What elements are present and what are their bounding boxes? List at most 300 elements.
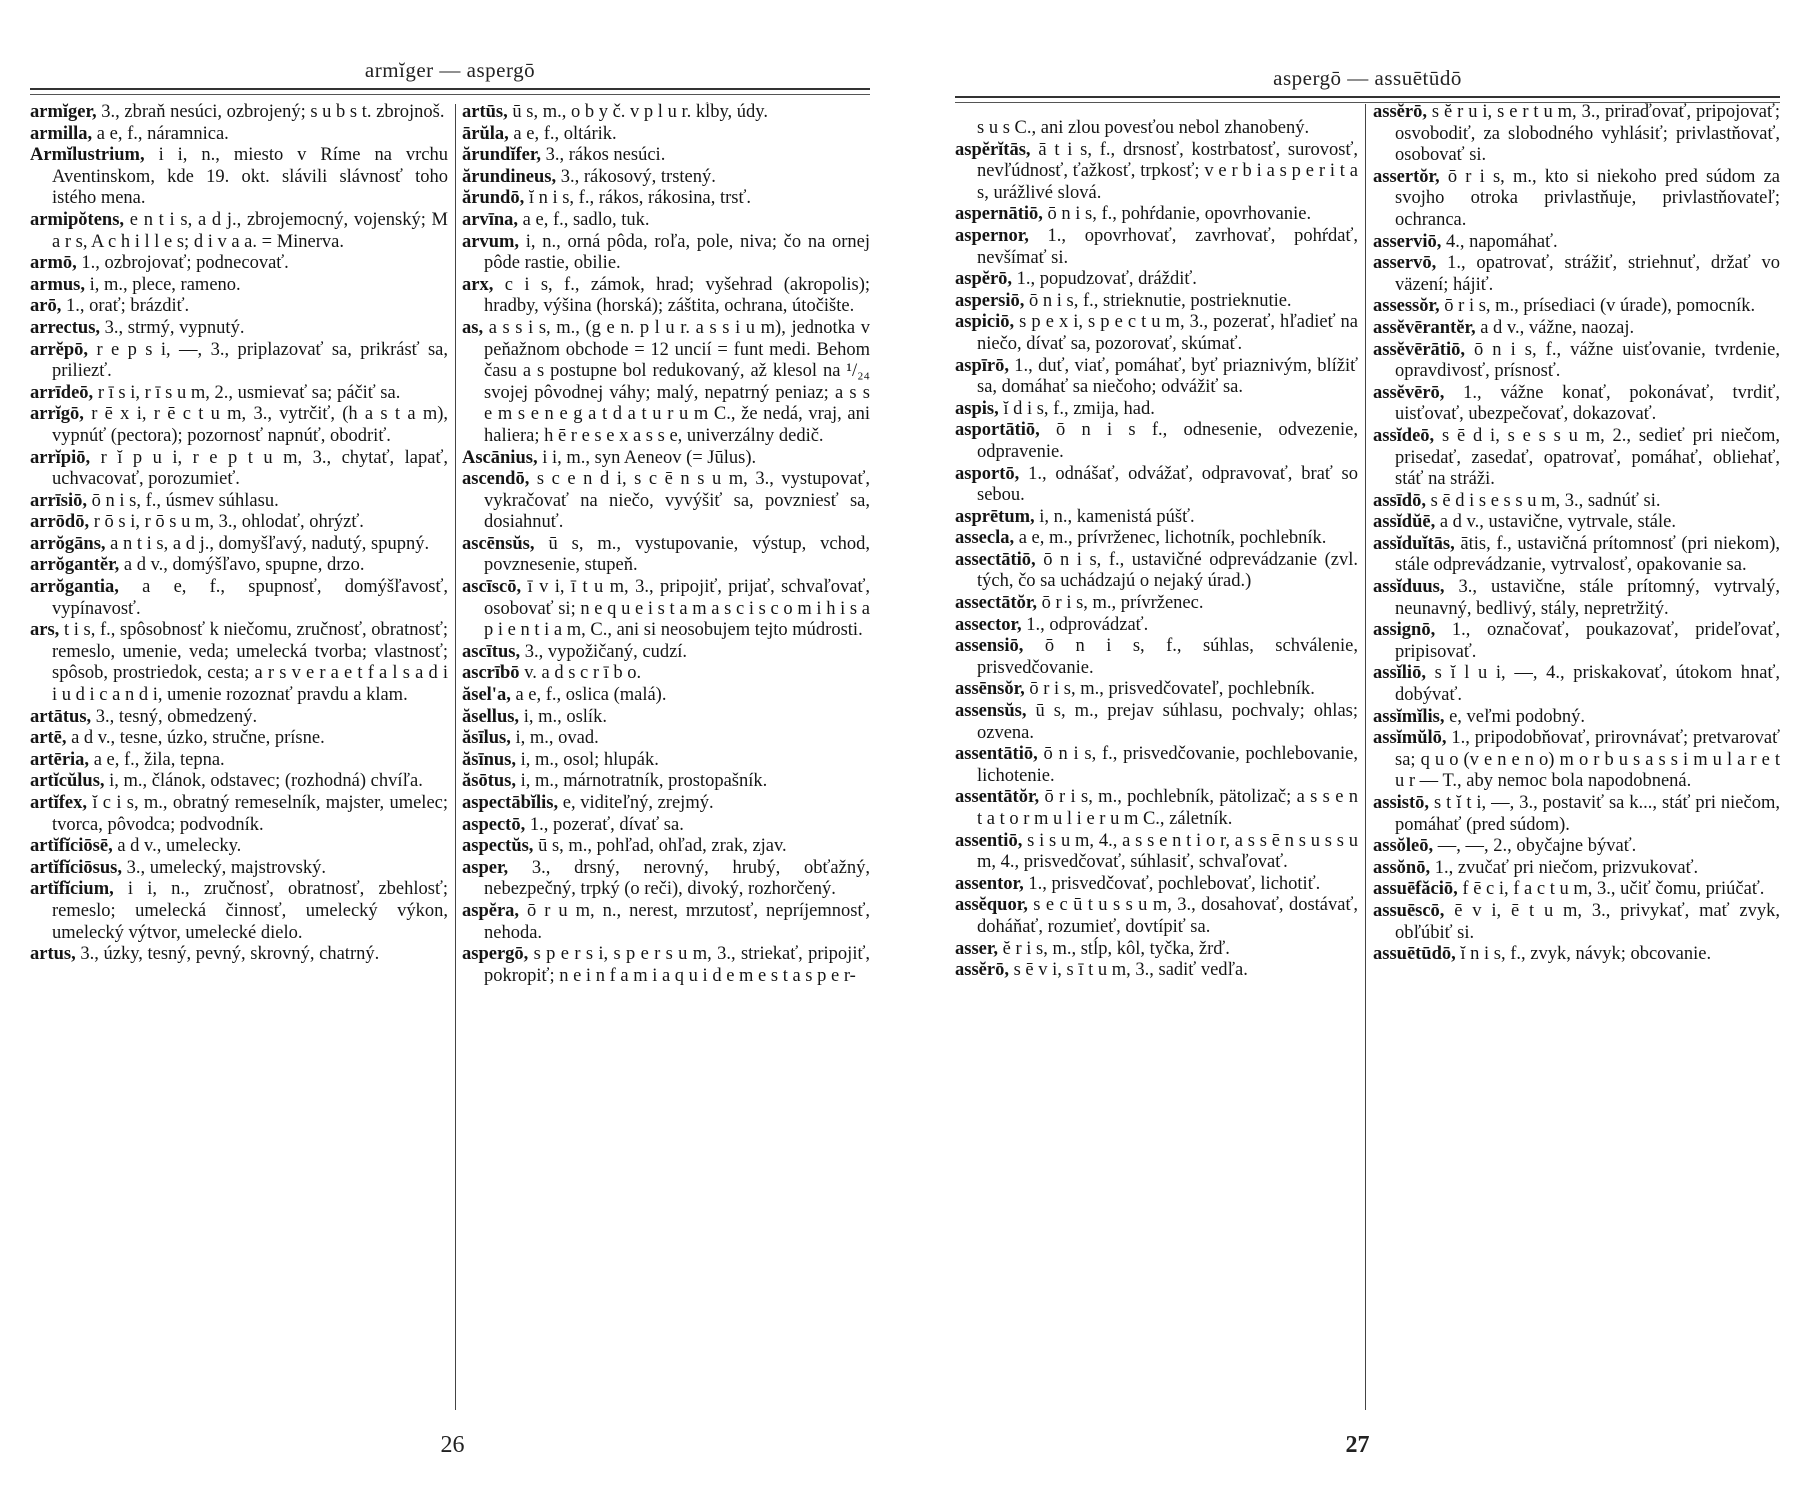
definition: r ō s i, r ō s u m, 3., ohlodať, ohrýzť. bbox=[93, 512, 364, 533]
headword: ărundō, bbox=[462, 188, 525, 209]
headword: asportātiō, bbox=[955, 420, 1040, 441]
headword: assuēscō, bbox=[1373, 900, 1445, 921]
dictionary-entry bbox=[462, 188, 870, 210]
headword: assensiō, bbox=[955, 636, 1024, 657]
definition: 1., opovrhovať, zavrhovať, pohŕdať, nevšímať si. bbox=[977, 225, 1358, 268]
dictionary-entry bbox=[30, 210, 448, 253]
dictionary-entry bbox=[30, 771, 448, 793]
dictionary-entry bbox=[955, 593, 1358, 615]
running-head-left: armĭger — aspergō bbox=[364, 58, 536, 82]
right-page bbox=[905, 0, 1810, 1500]
dictionary-entry bbox=[30, 879, 448, 944]
definition: ē v i, ē t u m, 3., privykať, mať zvyk, obľúbiť si. bbox=[1395, 900, 1780, 943]
dictionary-entry bbox=[1373, 318, 1780, 340]
headword: assector, bbox=[955, 614, 1022, 635]
definition: ō r i s, m., prívrženec. bbox=[1041, 593, 1204, 614]
dictionary-entry bbox=[30, 404, 448, 447]
dictionary-entry bbox=[1373, 426, 1780, 491]
headword: artĭfĭciōsē, bbox=[30, 836, 113, 857]
definition: c i s, f., zámok, hrad; vyšehrad (akropolis); hradby, výšina (horská); záštita, ochrana, útočište. bbox=[484, 274, 870, 317]
left-column-1 bbox=[30, 102, 448, 1412]
headword: armĭger, bbox=[30, 102, 97, 122]
definition: i, m., článok, odstavec; (rozhodná) chvíľa. bbox=[109, 771, 423, 792]
dictionary-entry bbox=[462, 944, 870, 987]
definition: s t ĭ t i, —, 3., postaviť sa k..., stáť pri niečom, pomáhať (pred súdom). bbox=[1395, 793, 1780, 835]
headword: arrectus, bbox=[30, 317, 101, 338]
dictionary-entry bbox=[462, 167, 870, 189]
headword: artĭcŭlus, bbox=[30, 771, 105, 792]
definition: ō n i s, f., súhlas, schválenie, prisvedčovanie. bbox=[977, 636, 1358, 678]
definition: s ē v i, s ī t u m, 3., sadiť vedľa. bbox=[1013, 960, 1248, 981]
dictionary-entry bbox=[1373, 253, 1780, 296]
definition: ō n i s, f., prisvedčovanie, pochlebovanie, lichotenie. bbox=[977, 744, 1358, 786]
headword: assistō, bbox=[1373, 793, 1430, 813]
headword: assŏnō, bbox=[1373, 857, 1431, 878]
headword: aspectō, bbox=[462, 814, 526, 835]
headword: armipŏtens, bbox=[30, 209, 125, 230]
right-column-2 bbox=[1373, 102, 1780, 1412]
dictionary-entry bbox=[1373, 858, 1780, 880]
dictionary-entry bbox=[955, 356, 1358, 399]
headword: arvīna, bbox=[462, 209, 519, 230]
dictionary-entry bbox=[30, 836, 448, 858]
headword: assĭmŭlō, bbox=[1373, 728, 1447, 749]
headword: assĭmĭlis, bbox=[1373, 706, 1445, 727]
definition: a e, f., sadlo, tuk. bbox=[522, 209, 650, 230]
definition: ō n i s, f., strieknutie, postrieknutie. bbox=[1029, 290, 1292, 311]
definition: s p e r s i, s p e r s u m, 3., striekať, pripojiť, pokropiť; n e i n f a m i a q u i d e m e s t a s p e r- bbox=[484, 944, 870, 986]
headword: ascēnsŭs, bbox=[462, 533, 535, 554]
headword: ascrībō bbox=[462, 663, 520, 684]
headword: arrŏgāns, bbox=[30, 533, 106, 554]
headword: assectātŏr, bbox=[955, 593, 1038, 614]
definition: a d v., vážne, naozaj. bbox=[1480, 317, 1635, 338]
headword: assentiō, bbox=[955, 830, 1023, 851]
definition: ō r i s, m., prísediaci (v úrade), pomocník. bbox=[1444, 296, 1756, 317]
dictionary-entry bbox=[462, 836, 870, 858]
headword: aspergō, bbox=[462, 944, 529, 965]
headword: assignō, bbox=[1373, 620, 1436, 641]
definition: 1., popudzovať, dráždiť. bbox=[1016, 269, 1197, 290]
definition: a n t i s, a d j., domyšľavý, nadutý, spupný. bbox=[110, 533, 430, 554]
headword: Armĭlustrium, bbox=[30, 145, 145, 166]
dictionary-entry bbox=[462, 145, 870, 167]
definition: a e, f., náramnica. bbox=[96, 123, 229, 144]
definition: s e c ū t u s s u m, 3., dosahovať, dostávať, doháňať, rozumieť, dovtípiť sa. bbox=[977, 895, 1358, 937]
headword: assĕvērō, bbox=[1373, 382, 1445, 403]
definition: 1., pripodobňovať, prirovnávať; pretvarovať sa; q u o (v e n e n o) m o r b u s a s s i m u l a r e t u r — T., aby nemoc bola napodobnená. bbox=[1395, 728, 1780, 792]
column-divider-left bbox=[455, 104, 456, 1410]
definition: ū s, m., o b y č. v p l u r. kĺby, údy. bbox=[512, 102, 768, 122]
definition: f ē c i, f a c t u m, 3., učiť čomu, priúčať. bbox=[1462, 879, 1765, 900]
definition: 1., vážne konať, pokonávať, tvrdiť, uisťovať, ubezpečovať, dokazovať. bbox=[1395, 382, 1780, 425]
dictionary-entry bbox=[462, 707, 870, 729]
definition: ō n i s f., odnesenie, odvezenie, odpravenie. bbox=[977, 420, 1358, 462]
headword: assēnsŏr, bbox=[955, 679, 1025, 700]
dictionary-entry bbox=[1373, 167, 1780, 232]
headword: ārŭla, bbox=[462, 123, 509, 144]
definition: s u s C., ani zlou povesťou nebol zhanobený. bbox=[977, 118, 1310, 138]
dictionary-entry bbox=[955, 291, 1358, 313]
definition: 1., odprovádzať. bbox=[1026, 614, 1149, 635]
headword: ăsōtus, bbox=[462, 771, 516, 792]
headword: assuētūdō, bbox=[1373, 944, 1456, 965]
definition: 3., rákosový, trstený. bbox=[560, 166, 716, 187]
headword: arrĭpiō, bbox=[30, 447, 91, 468]
headword: assĕvērātiō, bbox=[1373, 339, 1465, 360]
definition: a e, f., žila, tepna. bbox=[93, 749, 225, 770]
dictionary-entry bbox=[1373, 512, 1780, 534]
headword: artē, bbox=[30, 728, 67, 749]
headword: ăsīlus, bbox=[462, 728, 511, 749]
definition: ā t i s, f., drsnosť, kostrbatosť, surovosť, nevľúdnosť, ťažkosť, trpkosť; v e r b i a s p e r i t a s, urážlivé slová. bbox=[977, 139, 1358, 203]
definition: i, m., márnotratník, prostopašník. bbox=[520, 771, 768, 792]
definition: i i, m., syn Aeneov (= Jūlus). bbox=[542, 447, 757, 468]
dictionary-entry bbox=[955, 550, 1358, 593]
dictionary-entry bbox=[1373, 707, 1780, 729]
headword: aspĕrĭtās, bbox=[955, 139, 1031, 160]
definition: 3., strmý, vypnutý. bbox=[104, 317, 245, 338]
headword: assensŭs, bbox=[955, 701, 1027, 722]
dictionary-entry bbox=[30, 253, 448, 275]
headword: arrĕpō, bbox=[30, 339, 89, 360]
dictionary-entry bbox=[955, 874, 1358, 896]
dictionary-entry bbox=[955, 464, 1358, 507]
headword: assuēfăciō, bbox=[1373, 879, 1458, 900]
definition: r ī s i, r ī s u m, 2., usmievať sa; páčiť sa. bbox=[97, 382, 401, 403]
definition: ō n i s, f., vážne uisťovanie, tvrdenie, opravdivosť, prísnosť. bbox=[1395, 339, 1780, 382]
definition: ō r i s, m., prisvedčovateľ, pochlebník. bbox=[1029, 679, 1315, 700]
definition: i i, n., zručnosť, obratnosť, zbehlosť; remeslo; umelecká činnosť, umelecký výkon, umelecký výtvor, umelecké dielo. bbox=[52, 879, 448, 943]
dictionary-entry bbox=[1373, 944, 1780, 966]
dictionary-entry bbox=[30, 555, 448, 577]
headword: aspĕra, bbox=[462, 900, 520, 921]
headword: aspectŭs, bbox=[462, 836, 534, 857]
dictionary-entry bbox=[462, 901, 870, 944]
dictionary-entry bbox=[955, 528, 1358, 550]
definition: i, m., plece, rameno. bbox=[89, 274, 241, 295]
headword: artus, bbox=[30, 944, 76, 965]
headword: ăsīnus, bbox=[462, 749, 516, 770]
dictionary-entry bbox=[1373, 793, 1780, 836]
definition: s ē d i, s e s s u m, 2., sedieť pri niečom, prisedať, zasedať, opatrovať, pomáhať, obliehať, stáť na stráži. bbox=[1395, 425, 1780, 490]
headword: ărundĭfer, bbox=[462, 145, 541, 166]
headword: assĕrō, bbox=[1373, 102, 1427, 122]
definition: 3., rákos nesúci. bbox=[545, 145, 666, 166]
dictionary-entry bbox=[1373, 663, 1780, 706]
column-divider-right bbox=[1365, 104, 1366, 1410]
dictionary-entry bbox=[955, 615, 1358, 637]
dictionary-entry bbox=[462, 793, 870, 815]
dictionary-entry bbox=[462, 728, 870, 750]
dictionary-entry bbox=[462, 534, 870, 577]
dictionary-entry bbox=[30, 707, 448, 729]
definition: i, m., oslík. bbox=[523, 706, 607, 727]
dictionary-entry bbox=[955, 701, 1358, 744]
left-column-2 bbox=[462, 102, 870, 1412]
definition: ō n i s, f., pohŕdanie, opovrhovanie. bbox=[1047, 204, 1312, 225]
dictionary-entry bbox=[30, 318, 448, 340]
definition: e, veľmi podobný. bbox=[1449, 706, 1586, 727]
dictionary-entry bbox=[955, 744, 1358, 787]
definition: v. a d s c r ī b o. bbox=[524, 663, 642, 684]
definition: e, viditeľný, zrejmý. bbox=[562, 793, 714, 813]
running-head-right: aspergō — assuētūdō bbox=[1273, 66, 1462, 90]
dictionary-entry bbox=[462, 685, 870, 707]
headword: ăsellus, bbox=[462, 706, 520, 727]
definition: s p e x i, s p e c t u m, 3., pozerať, hľadieť na niečo, dívať sa, pozorovať, skúmať. bbox=[977, 312, 1358, 354]
definition: a d v., domýšľavo, spupne, drzo. bbox=[123, 555, 365, 576]
headword: asprētum, bbox=[955, 506, 1035, 527]
headword: ăsel'a, bbox=[462, 685, 511, 706]
dictionary-entry bbox=[462, 232, 870, 275]
headword: assecla, bbox=[955, 528, 1015, 549]
definition: s ē d i s e s s u m, 3., sadnúť si. bbox=[1430, 490, 1661, 511]
dictionary-entry bbox=[30, 577, 448, 620]
dictionary-entry bbox=[1373, 620, 1780, 663]
headword: artātus, bbox=[30, 706, 92, 727]
headword: assertŏr, bbox=[1373, 166, 1440, 187]
dictionary-entry bbox=[30, 275, 448, 297]
definition: a s s i s, m., (g e n. p l u r. a s s i u m), jednotka v peňažnom obchode = 12 uncií = funt medi. Behom času a s postupne bol redukovaný, až klesol na ¹/₂₄ svojej pôvodnej váhy; malý, nepatrný peniaz; a s s e m s e n e g a t d a t u r u m C., že nedá, vraj, ani haliera; h ē r e s e x a s s e, univerzálny dedič. bbox=[484, 317, 870, 446]
definition: i, n., kamenistá púšť. bbox=[1039, 506, 1195, 527]
dictionary-entry bbox=[955, 960, 1358, 982]
dictionary-entry bbox=[30, 296, 448, 318]
dictionary-entry bbox=[30, 383, 448, 405]
dictionary-entry bbox=[1373, 340, 1780, 383]
dictionary-entry bbox=[462, 318, 870, 448]
dictionary-entry bbox=[955, 204, 1358, 226]
dictionary-entry bbox=[955, 895, 1358, 938]
dictionary-entry bbox=[462, 210, 870, 232]
definition: ātis, f., ustavičná prítomnosť (pri niekom), stále odprevádzanie, vytrvalosť, opakovanie sa. bbox=[1395, 533, 1780, 576]
headword: arrŏgantĕr, bbox=[30, 555, 120, 576]
headword: Ascānius, bbox=[462, 447, 538, 468]
headword: artēria, bbox=[30, 749, 90, 770]
header-rule-left bbox=[30, 88, 870, 95]
headword: aspernātiō, bbox=[955, 204, 1043, 225]
dictionary-entry bbox=[30, 512, 448, 534]
page-number-right: 27 bbox=[1345, 1432, 1370, 1458]
dictionary-entry bbox=[30, 124, 448, 146]
definition: ō r i s, m., kto si niekoho pred súdom za svojho otroka privlastňuje, privlastňovateľ; ochranca. bbox=[1395, 166, 1780, 230]
definition: r ĭ p u i, r e p t u m, 3., chytať, lapať, uchvacovať, porozumieť. bbox=[52, 447, 448, 490]
dictionary-entry bbox=[30, 944, 448, 966]
dictionary-entry bbox=[30, 448, 448, 491]
definition: 1., označovať, poukazovať, prideľovať, pripisovať. bbox=[1395, 620, 1780, 662]
definition: ū s, m., pohľad, ohľad, zrak, zjav. bbox=[538, 836, 787, 857]
definition: a d v., umelecky. bbox=[117, 836, 242, 857]
headword: armilla, bbox=[30, 123, 93, 144]
dictionary-entry bbox=[30, 102, 448, 124]
dictionary-entry bbox=[955, 269, 1358, 291]
headword: aspīrō, bbox=[955, 355, 1009, 376]
headword: assĕrō, bbox=[955, 960, 1009, 981]
dictionary-entry bbox=[462, 771, 870, 793]
definition: ō r u m, n., nerest, mrzutosť, nepríjemnosť, nehoda. bbox=[484, 900, 870, 943]
dictionary-entry bbox=[1373, 102, 1780, 167]
dictionary-entry bbox=[1373, 491, 1780, 513]
dictionary-entry bbox=[462, 750, 870, 772]
dictionary-entry bbox=[30, 793, 448, 836]
definition: ō n i s, f., úsmev súhlasu. bbox=[91, 490, 279, 511]
definition: r e p s i, —, 3., priplazovať sa, prikrásť sa, priliezť. bbox=[52, 339, 448, 382]
headword: arvum, bbox=[462, 231, 520, 252]
dictionary-entry bbox=[462, 448, 870, 470]
headword: asser, bbox=[955, 938, 998, 959]
definition: s c e n d i, s c ē n s u m, 3., vystupovať, vykračovať na niečo, vyvýšiť sa, povzniesť sa, dosiahnuť. bbox=[484, 469, 870, 533]
definition: s ĭ l u i, —, 4., priskakovať, útokom hnať, dobývať. bbox=[1395, 663, 1780, 706]
definition: 1., duť, viať, pomáhať, byť priaznivým, blížiť sa, domáhať sa niečoho; odvážiť sa. bbox=[977, 355, 1358, 398]
headword: ascendō, bbox=[462, 469, 530, 490]
definition: ĭ d i s, f., zmija, had. bbox=[1003, 398, 1155, 419]
headword: assentātiō, bbox=[955, 744, 1038, 765]
dictionary-entry bbox=[955, 507, 1358, 529]
definition: i i, n., miesto v Ríme na vrchu Aventinskom, kde 19. okt. slávili slávnosť toho istého mena. bbox=[52, 145, 448, 209]
definition: ĭ n i s, f., rákos, rákosina, trsť. bbox=[528, 188, 751, 209]
definition: 1., pozerať, dívať sa. bbox=[529, 814, 684, 835]
dictionary-entry bbox=[462, 469, 870, 534]
headword: arx, bbox=[462, 274, 494, 295]
dictionary-entry bbox=[955, 118, 1358, 140]
dictionary-entry bbox=[30, 620, 448, 706]
dictionary-entry bbox=[955, 140, 1358, 205]
dictionary-entry bbox=[462, 577, 870, 642]
headword: armō, bbox=[30, 253, 77, 274]
definition: ū s, m., vystupovanie, výstup, vchod, povznesenie, stupeň. bbox=[484, 533, 870, 576]
headword: assentātŏr, bbox=[955, 787, 1040, 808]
definition: e n t i s, a d j., zbrojemocný, vojenský; M a r s, A c h i l l e s; d i v a a. = Minerva. bbox=[52, 209, 448, 252]
headword: assĭdŭē, bbox=[1373, 512, 1436, 533]
dictionary-entry bbox=[462, 858, 870, 901]
headword: asper, bbox=[462, 857, 509, 878]
headword: aspersiō, bbox=[955, 290, 1025, 311]
definition: s i s u m, 4., a s s e n t i o r, a s s ē n s u s s u m, 4., prisvedčovať, súhlasiť, schvaľovať. bbox=[977, 830, 1358, 873]
dictionary-entry bbox=[955, 636, 1358, 679]
dictionary-entry bbox=[1373, 534, 1780, 577]
headword: aspiciō, bbox=[955, 312, 1015, 333]
headword: ars, bbox=[30, 620, 60, 641]
dictionary-entry bbox=[30, 145, 448, 210]
headword: assentor, bbox=[955, 873, 1024, 894]
page-number-left: 26 bbox=[440, 1432, 465, 1458]
dictionary-entry bbox=[462, 642, 870, 664]
definition: 3., umelecký, majstrovský. bbox=[126, 857, 326, 878]
definition: 1., orať; brázdiť. bbox=[65, 296, 190, 317]
headword: assīdō, bbox=[1373, 490, 1426, 511]
definition: —, —, 2., obyčajne bývať. bbox=[1437, 836, 1637, 857]
headword: arrīdeō, bbox=[30, 382, 94, 403]
definition: 3., vypožičaný, cudzí. bbox=[524, 641, 688, 662]
headword: aspĕrō, bbox=[955, 269, 1013, 290]
definition: 3., úzky, tesný, pevný, skrovný, chatrný. bbox=[80, 944, 380, 965]
headword: arrŏgantia, bbox=[30, 577, 119, 598]
definition: a e, f., spupnosť, domýšľavosť, vypínavosť. bbox=[52, 577, 448, 619]
definition: a d v., tesne, úzko, stručne, prísne. bbox=[71, 728, 325, 749]
right-column-1 bbox=[955, 118, 1358, 1428]
headword: artūs, bbox=[462, 102, 508, 122]
dictionary-entry bbox=[955, 679, 1358, 701]
definition: ō n i s, f., ustavičné odprevádzanie (zvl. tých, čo sa uchádzajú o nejaký úrad.) bbox=[977, 549, 1358, 592]
dictionary-entry bbox=[955, 939, 1358, 961]
headword: ascītus, bbox=[462, 641, 521, 662]
headword: assĭdeō, bbox=[1373, 425, 1435, 446]
definition: 1., prisvedčovať, pochlebovať, lichotiť. bbox=[1028, 873, 1321, 894]
headword: arrīsiō, bbox=[30, 490, 88, 511]
headword: aspernor, bbox=[955, 225, 1029, 246]
headword: arō, bbox=[30, 296, 62, 317]
headword: artĭfex, bbox=[30, 793, 88, 813]
dictionary-entry bbox=[1373, 577, 1780, 620]
definition: ī v i, ī t u m, 3., pripojiť, prijať, schvaľovať, osobovať si; n e q u e i s t a m a s c i s c o m i h i s a p i e n t i a m, C., ani si neosobujem tejto múdrosti. bbox=[484, 577, 870, 641]
definition: ĭ c i s, m., obratný remeselník, majster, umelec; tvorca, pôvodca; podvodník. bbox=[52, 793, 448, 835]
headword: assectātiō, bbox=[955, 549, 1036, 570]
headword: assessŏr, bbox=[1373, 296, 1440, 317]
headword: asserviō, bbox=[1373, 231, 1442, 252]
headword: artĭfĭciōsus, bbox=[30, 857, 122, 878]
headword: arrĭgō, bbox=[30, 404, 84, 425]
dictionary-entry bbox=[1373, 879, 1780, 901]
definition: s ĕ r u i, s e r t u m, 3., priraďovať, pripojovať; osvobodiť, za slobodného vyhlásiť; privlastňovať, osobovať si. bbox=[1395, 102, 1780, 166]
definition: 1., ozbrojovať; podnecovať. bbox=[81, 253, 289, 274]
dictionary-entry bbox=[30, 750, 448, 772]
definition: 3., ustavične, stále prítomný, vytrvalý, neunavný, bedlivý, stály, nepretržitý. bbox=[1395, 577, 1780, 619]
definition: a e, f., oslica (malá). bbox=[515, 685, 667, 706]
headword: assĭliō, bbox=[1373, 663, 1426, 684]
headword: assĕvērantĕr, bbox=[1373, 317, 1476, 338]
dictionary-entry bbox=[1373, 383, 1780, 426]
dictionary-entry bbox=[955, 831, 1358, 874]
headword: assŏleō, bbox=[1373, 836, 1434, 857]
definition: 1., opatrovať, strážiť, striehnuť, držať vo väzení; hájiť. bbox=[1395, 253, 1780, 295]
definition: ō r i s, m., pochlebník, pätolizač; a s s e n t a t o r m u l i e r u m C., záletník. bbox=[977, 787, 1358, 829]
dictionary-entry bbox=[955, 312, 1358, 355]
definition: 3., zbraň nesúci, ozbrojený; s u b s t. zbrojnoš. bbox=[101, 102, 445, 122]
dictionary-entry bbox=[955, 420, 1358, 463]
dictionary-entry bbox=[1373, 232, 1780, 254]
definition: i, n., orná pôda, roľa, pole, niva; čo na ornej pôde rastie, obilie. bbox=[484, 231, 870, 274]
dictionary-entry bbox=[1373, 901, 1780, 944]
headword: ascīscō, bbox=[462, 577, 522, 598]
definition: 1., odnášať, odvážať, odpravovať, brať so sebou. bbox=[977, 463, 1358, 506]
headword: assĕquor, bbox=[955, 895, 1028, 916]
definition: 1., zvučať pri niečom, prizvukovať. bbox=[1434, 857, 1699, 878]
headword: arrōdō, bbox=[30, 512, 90, 533]
definition: t i s, f., spôsobnosť k niečomu, zručnosť, obratnosť; remeslo, umenie, veda; umelecká tvorba; vlastnosť; spôsob, prostriedok, cesta; a r s v e r a e t f a l s a d i i u d i c a n d i, umenie rozoznať pravdu a klam. bbox=[52, 620, 448, 706]
definition: ū s, m., prejav súhlasu, pochvaly; ohlas; ozvena. bbox=[977, 701, 1358, 743]
dictionary-entry bbox=[1373, 296, 1780, 318]
headword: asportō, bbox=[955, 463, 1020, 484]
dictionary-entry bbox=[462, 663, 870, 685]
dictionary-entry bbox=[462, 124, 870, 146]
definition: 3., tesný, obmedzený. bbox=[95, 706, 258, 727]
dictionary-entry bbox=[30, 491, 448, 513]
headword: assĭduĭtās, bbox=[1373, 533, 1455, 554]
dictionary-entry bbox=[955, 226, 1358, 269]
dictionary-entry bbox=[30, 858, 448, 880]
headword: ărundineus, bbox=[462, 166, 557, 187]
dictionary-entry bbox=[955, 787, 1358, 830]
definition: i, m., ovad. bbox=[515, 728, 599, 749]
headword: asservō, bbox=[1373, 253, 1437, 274]
headword: aspis, bbox=[955, 398, 999, 419]
definition: i, m., osol; hlupák. bbox=[520, 749, 659, 770]
definition: ĕ r i s, m., stĺp, kôl, tyčka, žrď. bbox=[1002, 938, 1230, 959]
headword: assĭduus, bbox=[1373, 577, 1445, 598]
definition: a e, m., prívrženec, lichotník, pochlebník. bbox=[1018, 528, 1327, 549]
definition: 4., napomáhať. bbox=[1445, 231, 1558, 252]
dictionary-entry bbox=[30, 534, 448, 556]
